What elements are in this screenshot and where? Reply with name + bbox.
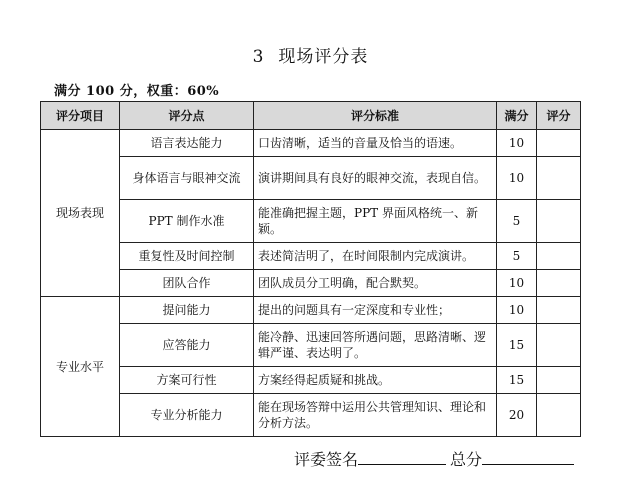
total-score-label: 总分	[450, 450, 483, 469]
score-cell[interactable]	[537, 297, 581, 324]
scoring-table	[40, 101, 581, 437]
group-cell: 专业水平	[41, 297, 120, 437]
standard-cell: 方案经得起质疑和挑战。	[254, 367, 497, 394]
table-row	[41, 367, 581, 394]
score-cell[interactable]	[537, 270, 581, 297]
point-cell: 重复性及时间控制	[120, 243, 254, 270]
table-row	[41, 297, 581, 324]
point-cell: 专业分析能力	[120, 394, 254, 437]
table-row	[41, 324, 581, 367]
table-row	[41, 130, 581, 157]
point-cell: 语言表达能力	[120, 130, 254, 157]
standard-cell: 演讲期间具有良好的眼神交流，表现自信。	[254, 157, 497, 200]
score-cell[interactable]	[537, 243, 581, 270]
table-row	[41, 200, 581, 243]
header-category: 评分项目	[41, 102, 120, 130]
header-max: 满分	[497, 102, 537, 130]
max-cell: 10	[497, 157, 537, 200]
max-cell: 15	[497, 367, 537, 394]
max-cell: 10	[497, 297, 537, 324]
score-cell[interactable]	[537, 324, 581, 367]
score-cell[interactable]	[537, 200, 581, 243]
max-cell: 5	[497, 200, 537, 243]
header-point: 评分点	[120, 102, 254, 130]
point-cell: 方案可行性	[120, 367, 254, 394]
table-row	[41, 394, 581, 437]
score-cell[interactable]	[537, 394, 581, 437]
standard-cell: 口齿清晰，适当的音量及恰当的语速。	[254, 130, 497, 157]
table-row	[41, 243, 581, 270]
max-cell: 5	[497, 243, 537, 270]
signature-area	[294, 447, 574, 470]
section-number: 3	[252, 47, 265, 67]
title-text: 现场评分表	[278, 47, 369, 67]
point-cell: 应答能力	[120, 324, 254, 367]
score-cell[interactable]	[537, 130, 581, 157]
table-row	[41, 157, 581, 200]
standard-cell: 能准确把握主题，PPT 界面风格统一、新颖。	[254, 200, 497, 243]
point-cell: 身体语言与眼神交流	[120, 157, 254, 200]
group-cell: 现场表现	[41, 130, 120, 297]
max-cell: 15	[497, 324, 537, 367]
max-cell: 10	[497, 270, 537, 297]
score-cell[interactable]	[537, 157, 581, 200]
max-cell: 20	[497, 394, 537, 437]
standard-cell: 团队成员分工明确，配合默契。	[254, 270, 497, 297]
table-header-row	[41, 102, 581, 130]
table-row	[41, 270, 581, 297]
standard-cell: 能冷静、迅速回答所遇问题，思路清晰、逻辑严谨、表达明了。	[254, 324, 497, 367]
point-cell: 团队合作	[120, 270, 254, 297]
standard-cell: 提出的问题具有一定深度和专业性；	[254, 297, 497, 324]
standard-cell: 能在现场答辩中运用公共管理知识、理论和分析方法。	[254, 394, 497, 437]
page-title	[0, 42, 621, 67]
point-cell: 提问能力	[120, 297, 254, 324]
judge-signature-label: 评委签名	[294, 450, 359, 469]
header-score: 评分	[537, 102, 581, 130]
standard-cell: 表述简洁明了，在时间限制内完成演讲。	[254, 243, 497, 270]
score-weight-note: 满分 100 分，权重：60%	[54, 84, 220, 99]
max-cell: 10	[497, 130, 537, 157]
point-cell: PPT 制作水准	[120, 200, 254, 243]
judge-signature-field[interactable]	[358, 448, 446, 465]
total-score-field[interactable]	[482, 448, 574, 465]
score-cell[interactable]	[537, 367, 581, 394]
header-standard: 评分标准	[254, 102, 497, 130]
